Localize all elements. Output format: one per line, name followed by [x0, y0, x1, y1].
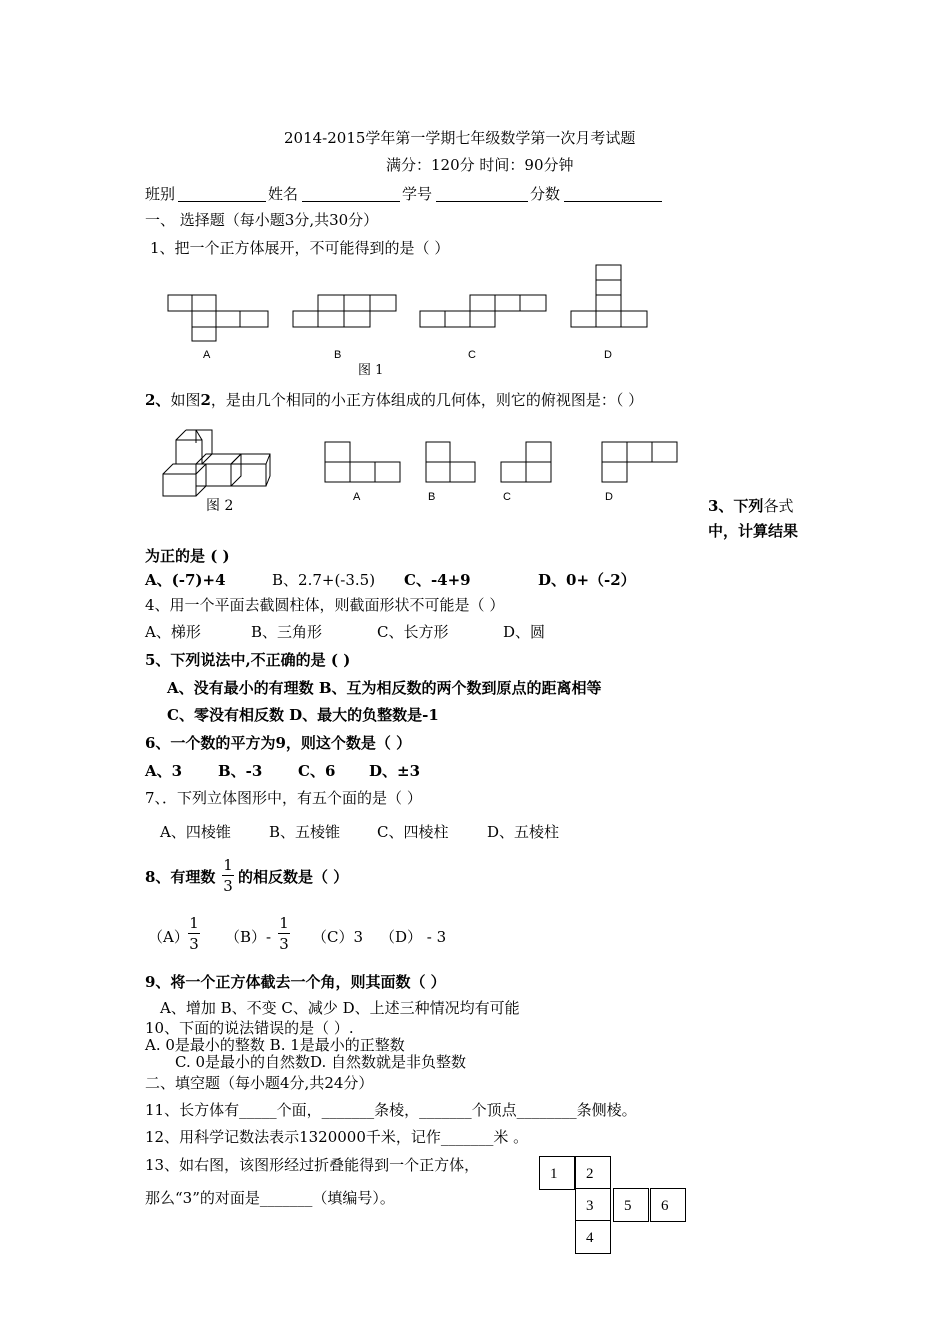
- net-cell-3: 3: [575, 1188, 611, 1222]
- net-cell-2: 2: [575, 1156, 611, 1190]
- q1-label-a: A: [203, 349, 211, 361]
- q4-stem: 4、用一个平面去截圆柱体，则截面形状不可能是（ ）: [145, 596, 505, 614]
- q7-option-b: B、五棱锥: [269, 823, 341, 841]
- q4-option-a: A、梯形: [145, 623, 201, 641]
- score-label: 分数: [530, 185, 561, 203]
- name-label: 姓名: [268, 185, 299, 203]
- net-cell-1: 1: [539, 1156, 575, 1190]
- q8-opt-a-den: 3: [189, 935, 199, 953]
- q3-option-c: C、-4+9: [404, 571, 471, 589]
- q7-option-d: D、五棱柱: [487, 823, 560, 841]
- q3-stem-line2: 中，计算结果: [708, 522, 799, 540]
- q5-stem: 5、下列说法中,不正确的是 ( ): [145, 651, 351, 669]
- q11-text: 11、长方体有_____个面，_______条棱，_______个顶点________条侧棱。: [145, 1101, 637, 1119]
- q10-options-line1: A. 0是最小的整数 B. 1是最小的正整数: [145, 1036, 405, 1054]
- q9-stem: 9、将一个正方体截去一个角，则其面数（ ）: [145, 973, 446, 991]
- q5-options-line2: C、零没有相反数 D、最大的负整数是-1: [167, 706, 439, 724]
- q13-line2: 那么“3”的对面是_______（填编号）。: [145, 1189, 395, 1207]
- q8-option-c: （C）3: [312, 928, 364, 946]
- q13-line1: 13、如右图，该图形经过折叠能得到一个正方体，: [145, 1156, 480, 1174]
- q7-option-c: C、四棱柱: [377, 823, 449, 841]
- q2-label-c: C: [503, 491, 511, 503]
- q1-figure-caption: 图 1: [358, 363, 384, 378]
- q6-option-b: B、-3: [218, 762, 263, 780]
- q8-opt-b-num: 1: [279, 914, 289, 932]
- q3-option-d: D、0+（-2）: [538, 571, 636, 589]
- q10-stem: 10、下面的说法错误的是（ ）.: [145, 1019, 354, 1037]
- q7-stem: 7、．下列立体图形中，有五个面的是（ ）: [145, 789, 422, 807]
- q6-option-a: A、3: [145, 762, 183, 780]
- q1-label-c: C: [468, 349, 476, 361]
- q8-stem-b: 的相反数是（ ）: [238, 868, 349, 886]
- q1-label-b: B: [334, 349, 342, 361]
- net-cell-4: 4: [575, 1220, 611, 1254]
- q8-option-a-fraction: [187, 914, 201, 953]
- q2-stem-b: 2: [200, 391, 211, 409]
- q7-option-a: A、四棱锥: [160, 823, 231, 841]
- q3-stem-l1b: 各式: [763, 497, 794, 515]
- q8-option-d: （D） - 3: [380, 928, 447, 946]
- q8-stem-a: 8、有理数: [145, 868, 216, 886]
- net-cell-5: 5: [613, 1188, 649, 1222]
- q1-label-d: D: [604, 349, 612, 361]
- q8-option-b-fraction: [277, 914, 291, 953]
- q12-text: 12、用科学记数法表示1320000千米，记作_______米 。: [145, 1128, 529, 1146]
- q2-stem-a: 如图: [170, 391, 201, 409]
- q3-stem-l1a: 3、下列: [708, 497, 764, 515]
- q4-option-b: B、三角形: [251, 623, 323, 641]
- q6-stem: 6、一个数的平方为9，则这个数是（ ）: [145, 734, 412, 752]
- q2-number: 2、: [145, 391, 171, 409]
- q3-option-a: A、(-7)+4: [145, 571, 226, 589]
- q8-option-a: （A）: [148, 928, 189, 946]
- id-label: 学号: [402, 185, 433, 203]
- q8-opt-b-den: 3: [279, 935, 289, 953]
- q8-opt-a-num: 1: [189, 914, 199, 932]
- section1-heading: 一、 选择题（每小题3分,共30分）: [145, 211, 379, 229]
- q9-options: A、增加 B、不变 C、减少 D、上述三种情况均有可能: [160, 999, 520, 1017]
- net-cell-6: 6: [650, 1188, 686, 1222]
- q4-option-d: D、圆: [503, 623, 546, 641]
- q6-option-c: C、6: [298, 762, 336, 780]
- q8-fraction: [221, 856, 235, 895]
- q8-option-b: （B）-: [225, 928, 272, 946]
- q2-label-b: B: [428, 491, 436, 503]
- class-label: 班别: [145, 185, 176, 203]
- q2-label-d: D: [605, 491, 613, 503]
- q5-options-line1: A、没有最小的有理数 B、互为相反数的两个数到原点的距离相等: [167, 679, 602, 697]
- exam-title: 2014-2015学年第一学期七年级数学第一次月考试题: [284, 129, 636, 147]
- q8-frac-num: 1: [223, 856, 233, 874]
- q3-stem-line3: 为正的是 ( ): [145, 547, 230, 565]
- q6-option-d: D、±3: [369, 762, 421, 780]
- exam-meta: 满分：120分 时间：90分钟: [386, 156, 574, 174]
- q8-frac-den: 3: [223, 877, 233, 895]
- q3-stem-line1: [708, 496, 793, 516]
- section2-heading: 二、填空题（每小题4分,共24分）: [145, 1074, 374, 1092]
- q4-option-c: C、长方形: [377, 623, 449, 641]
- q2-stem-c: ，是由几个相同的小正方体组成的几何体，则它的俯视图是：（ ）: [210, 391, 644, 409]
- q10-options-line2: C. 0是最小的自然数D. 自然数就是非负整数: [175, 1053, 467, 1071]
- q1-stem: 1、把一个正方体展开，不可能得到的是（ ）: [150, 239, 450, 257]
- q3-option-b: B、2.7+(-3.5): [272, 571, 376, 589]
- q2-figure-caption: 图 2: [206, 498, 234, 514]
- q2-label-a: A: [353, 491, 361, 503]
